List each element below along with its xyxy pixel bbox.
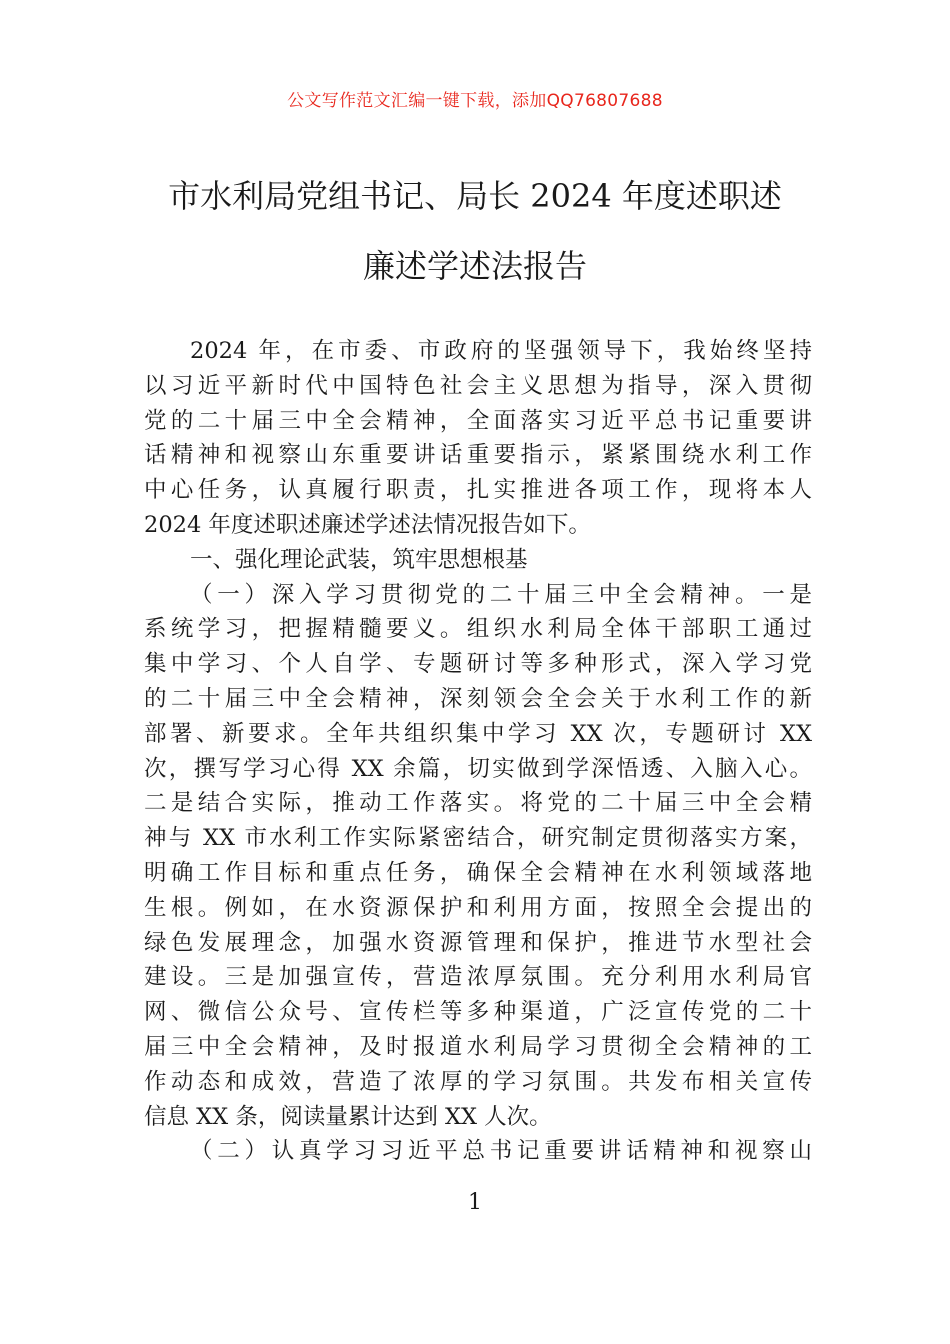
body-line: 系统学习，把握精髓要义。组织水利局全体干部职工通过 bbox=[144, 616, 812, 643]
body-line: 生根。例如，在水资源保护和利用方面，按照全会提出的 bbox=[144, 894, 812, 921]
body-line: 作动态和成效，营造了浓厚的学习氛围。共发布相关宣传 bbox=[144, 1068, 812, 1095]
body-line: 中心任务，认真履行职责，扎实推进各项工作，现将本人 bbox=[144, 477, 812, 504]
body-line: 以习近平新时代中国特色社会主义思想为指导，深入贯彻 bbox=[144, 372, 812, 399]
document-title-line-1: 市水利局党组书记、局长 2024 年度述职述 bbox=[168, 177, 782, 215]
body-line: 话精神和视察山东重要讲话重要指示，紧紧围绕水利工作 bbox=[144, 442, 812, 469]
body-line: 党的二十届三中全会精神，全面落实习近平总书记重要讲 bbox=[144, 407, 812, 434]
body-line: 部署、新要求。全年共组织集中学习 XX 次，专题研讨 XX bbox=[144, 720, 812, 747]
body-line: 届三中全会精神，及时报道水利局学习贯彻全会精神的工 bbox=[144, 1033, 812, 1060]
download-banner: 公文写作范文汇编一键下载，添加QQ76807688 bbox=[287, 91, 663, 111]
body-line: 集中学习、个人自学、专题研讨等多种形式，深入学习党 bbox=[144, 651, 812, 678]
body-line: （一）深入学习贯彻党的二十届三中全会精神。一是 bbox=[190, 581, 812, 608]
body-line: 神与 XX 市水利工作实际紧密结合，研究制定贯彻落实方案， bbox=[144, 825, 812, 852]
document-body bbox=[144, 334, 812, 1169]
body-line: （二）认真学习习近平总书记重要讲话精神和视察山 bbox=[190, 1138, 812, 1165]
body-line: 信息 XX 条，阅读量累计达到 XX 人次。 bbox=[144, 1103, 552, 1130]
body-line: 建设。三是加强宣传，营造浓厚氛围。充分利用水利局官 bbox=[144, 964, 812, 991]
section-heading: 一、强化理论武装，筑牢思想根基 bbox=[190, 546, 528, 573]
body-line: 二是结合实际，推动工作落实。将党的二十届三中全会精 bbox=[144, 790, 812, 817]
body-line: 的二十届三中全会精神，深刻领会全会关于水利工作的新 bbox=[144, 685, 812, 712]
body-line: 明确工作目标和重点任务，确保全会精神在水利领域落地 bbox=[144, 859, 812, 886]
body-line: 绿色发展理念，加强水资源管理和保护，推进节水型社会 bbox=[144, 929, 812, 956]
page-number: 1 bbox=[468, 1190, 482, 1215]
body-line: 网、微信公众号、宣传栏等多种渠道，广泛宣传党的二十 bbox=[144, 999, 812, 1026]
body-line: 2024 年度述职述廉述学述法情况报告如下。 bbox=[144, 511, 591, 538]
body-line: 次，撰写学习心得 XX 余篇，切实做到学深悟透、入脑入心。 bbox=[144, 755, 812, 782]
body-line: 2024 年，在市委、市政府的坚强领导下，我始终坚持 bbox=[190, 338, 812, 364]
document-title-line-2: 廉述学述法报告 bbox=[362, 247, 587, 285]
